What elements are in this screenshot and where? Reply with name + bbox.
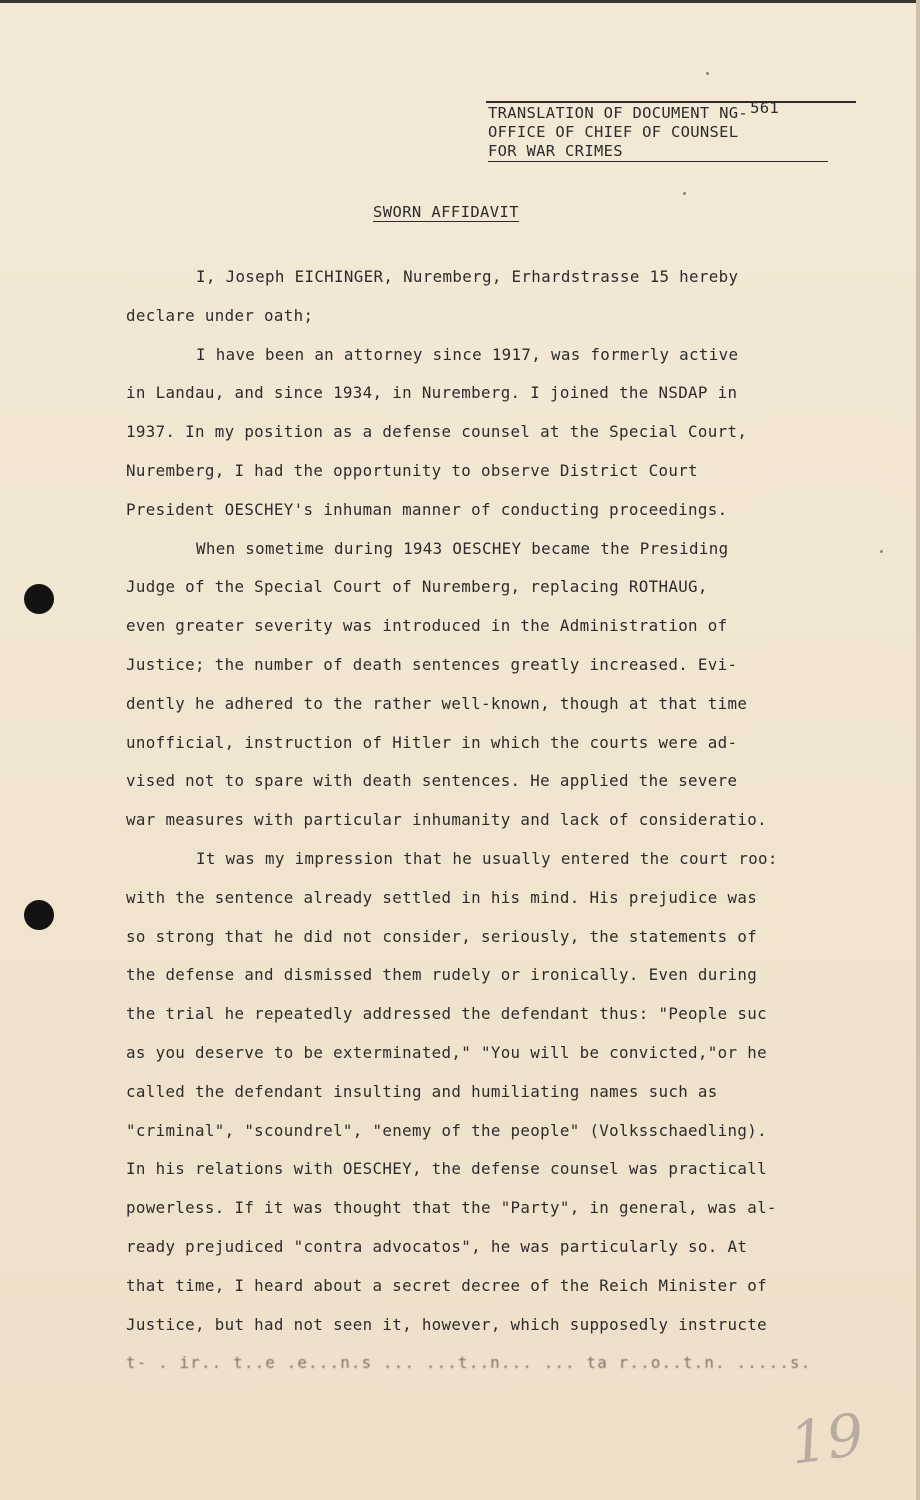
punch-hole-lower: [24, 900, 54, 930]
body-line: In his relations with OESCHEY, the defense counsel was practicall: [126, 1159, 767, 1179]
header-top-rule: [486, 101, 856, 103]
body-line: ready prejudiced "contra advocatos", he was particularly so. At: [126, 1236, 748, 1256]
paper-speck: [880, 550, 883, 553]
body-line: It was my impression that he usually entered the court roo:: [196, 848, 778, 868]
header-line-translation: [488, 99, 858, 123]
pencil-page-number: 19: [785, 1400, 869, 1478]
body-line-smudged: t- . ir.. t..e .e...n.s ... ...t..n... ... ta r..o..t.n. .....s.: [126, 1353, 812, 1373]
punch-hole-upper: [24, 584, 54, 614]
document-header: [488, 99, 858, 161]
body-line: I, Joseph EICHINGER, Nuremberg, Erhardstrasse 15 hereby: [196, 267, 739, 286]
body-line: vised not to spare with death sentences. He applied the severe: [126, 771, 738, 791]
body-line: I have been an attorney since 1917, was formerly active: [196, 344, 739, 364]
header-line-office: OFFICE OF CHIEF OF COUNSEL: [488, 123, 739, 141]
body-line: Justice; the number of death sentences greatly increased. Evi-: [126, 654, 738, 674]
affidavit-body: [126, 258, 871, 1383]
page-top-edge: [0, 0, 920, 3]
body-line: unofficial, instruction of Hitler in which the courts were ad-: [126, 732, 738, 752]
body-line: powerless. If it was thought that the "Party", in general, was al-: [126, 1198, 777, 1218]
body-line: declare under oath;: [126, 305, 314, 325]
body-line: even greater severity was introduced in the Administration of: [126, 616, 728, 636]
body-line: in Landau, and since 1934, in Nuremberg. I joined the NSDAP in: [126, 383, 738, 403]
body-line: the defense and dismissed them rudely or ironically. Even during: [126, 965, 758, 985]
body-line: dently he adhered to the rather well-known, though at that time: [126, 693, 748, 713]
header-line-war-crimes: FOR WAR CRIMES: [488, 142, 623, 160]
body-line: 1937. In my position as a defense counsel at the Special Court,: [126, 422, 748, 442]
header-bottom-rule: [488, 161, 828, 162]
body-line: with the sentence already settled in his mind. His prejudice was: [126, 887, 758, 907]
body-line: Justice, but had not seen it, however, which supposedly instructe: [126, 1314, 767, 1334]
paper-speck: [706, 72, 709, 75]
body-line: "criminal", "scoundrel", "enemy of the people" (Volksschaedling).: [126, 1120, 767, 1140]
body-line: called the defendant insulting and humiliating names such as: [126, 1081, 718, 1101]
body-line: When sometime during 1943 OESCHEY became the Presiding: [196, 538, 729, 558]
document-number: 561: [750, 99, 779, 117]
body-line: that time, I heard about a secret decree of the Reich Minister of: [126, 1275, 767, 1295]
header-translation-text: TRANSLATION OF DOCUMENT NG-: [488, 104, 749, 122]
page-right-edge: [916, 0, 920, 1500]
body-line: Nuremberg, I had the opportunity to observe District Court: [126, 460, 698, 480]
body-line: President OESCHEY's inhuman manner of conducting proceedings.: [126, 499, 728, 519]
body-line: war measures with particular inhumanity and lack of consideratio.: [126, 810, 767, 830]
paper-speck: [683, 192, 686, 195]
document-title: SWORN AFFIDAVIT: [373, 203, 519, 221]
body-line: as you deserve to be exterminated," "You will be convicted,"or he: [126, 1042, 767, 1062]
body-line: so strong that he did not consider, seriously, the statements of: [126, 926, 758, 946]
body-line: the trial he repeatedly addressed the defendant thus: "People suc: [126, 1004, 767, 1024]
body-line: Judge of the Special Court of Nuremberg, replacing ROTHAUG,: [126, 577, 708, 597]
